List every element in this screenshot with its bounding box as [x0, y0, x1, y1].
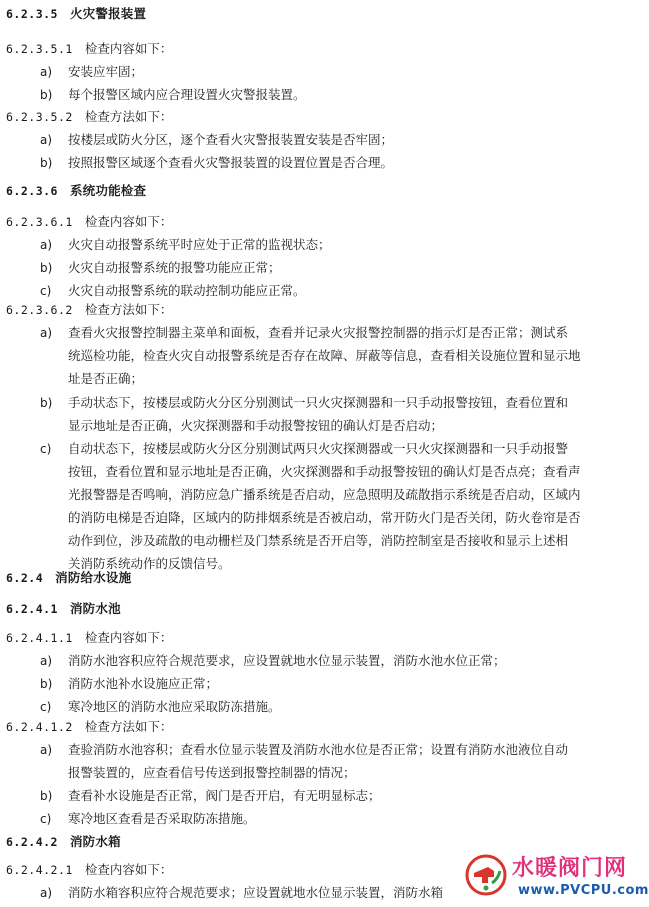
clause-number: 6.2.3.5.1: [6, 42, 73, 56]
watermark-title: 水暖阀门网: [512, 856, 628, 881]
clause-number: 6.2.3.5.2: [6, 110, 73, 124]
list-item: 消防水池补水设施应正常；: [68, 676, 219, 691]
clause-title: 检查方法如下：: [84, 302, 173, 317]
list-item-label: b): [40, 396, 53, 410]
list-item-label: c): [40, 442, 52, 456]
section-number: 6.2.3.6: [6, 184, 58, 198]
text-line: 查看火灾报警控制器主菜单和面板，查看并记录火灾报警控制器的指示灯是否正常；测试系: [68, 325, 569, 340]
text-line: 关消防系统动作的反馈信号。: [68, 556, 231, 571]
list-item: [68, 738, 628, 784]
list-item: 寒冷地区查看是否采取防冻措施。: [68, 811, 256, 826]
section-number: 6.2.3.5: [6, 7, 58, 21]
clause-title: 检查方法如下：: [84, 109, 173, 124]
section-title: 消防水池: [69, 601, 121, 616]
section-title: 火灾警报装置: [69, 6, 147, 21]
clause-number: 6.2.4.1.1: [6, 631, 73, 645]
section-heading-6235: [6, 6, 146, 22]
text-line: 显示地址是否正确，火灾探测器和手动报警按钮的确认灯是否启动；: [68, 418, 444, 433]
text-line: 手动状态下，按楼层或防火分区分别测试一只火灾探测器和一只手动报警按钮，查看位置和: [68, 395, 569, 410]
section-heading-6236: [6, 183, 146, 199]
clause-title: 检查内容如下：: [84, 862, 173, 877]
list-item: [68, 437, 628, 575]
list-item-label: b): [40, 88, 53, 102]
clause-62421: [6, 862, 172, 878]
text-line: 报警装置的，应查看信号传送到报警控制器的情况；: [68, 765, 356, 780]
clause-title: 检查内容如下：: [84, 214, 173, 229]
section-title: 消防水箱: [69, 834, 121, 849]
clause-title: 检查内容如下：: [84, 630, 173, 645]
text-line: 统巡检功能，检查火灾自动报警系统是否存在故障、屏蔽等信息，查看相关设施位置和显示地: [68, 348, 581, 363]
clause-number: 6.2.3.6.1: [6, 215, 73, 229]
list-item: 按楼层或防火分区，逐个查看火灾警报装置安装是否牢固；: [68, 132, 394, 147]
section-heading-624: [6, 570, 131, 586]
clause-62411: [6, 630, 172, 646]
clause-title: 检查方法如下：: [84, 719, 173, 734]
section-heading-6242: [6, 834, 121, 850]
list-item-label: c): [40, 812, 52, 826]
list-item-label: a): [40, 654, 53, 668]
list-item: [68, 321, 628, 390]
clause-62361: [6, 214, 172, 230]
section-title: 消防给水设施: [55, 570, 132, 585]
clause-number: 6.2.4.2.1: [6, 863, 73, 877]
text-line: 址是否正确；: [68, 371, 144, 386]
list-item-label: a): [40, 326, 53, 340]
clause-62362: [6, 302, 172, 318]
list-item-label: a): [40, 65, 53, 79]
clause-number: 6.2.3.6.2: [6, 303, 73, 317]
list-item: [68, 391, 628, 437]
list-item: 消防水箱容积应符合规范要求；应设置就地水位显示装置，消防水箱: [68, 885, 444, 900]
list-item-label: c): [40, 700, 52, 714]
faucet-logo-icon: [464, 853, 508, 897]
list-item-label: a): [40, 133, 53, 147]
list-item: 寒冷地区的消防水池应采取防冻措施。: [68, 699, 281, 714]
section-title: 系统功能检查: [69, 183, 147, 198]
list-item-label: a): [40, 238, 53, 252]
list-item: 火灾自动报警系统平时应处于正常的监视状态；: [68, 237, 331, 252]
clause-title: 检查内容如下：: [84, 41, 173, 56]
list-item-label: b): [40, 677, 53, 691]
clause-62352: [6, 109, 172, 125]
list-item-label: a): [40, 743, 53, 757]
clause-62351: [6, 41, 172, 57]
list-item: 消防水池容积应符合规范要求，应设置就地水位显示装置，消防水池水位正常；: [68, 653, 506, 668]
list-item-label: a): [40, 886, 53, 900]
clause-number: 6.2.4.1.2: [6, 720, 73, 734]
section-number: 6.2.4.2: [6, 835, 58, 849]
list-item: 按照报警区域逐个查看火灾警报装置的设置位置是否合理。: [68, 155, 394, 170]
text-line: 动作到位，涉及疏散的电动栅栏及门禁系统是否开启等，消防控制室是否接收和显示上述相: [68, 533, 569, 548]
watermark-url: www.PVCPU.com: [518, 883, 649, 898]
list-item-label: b): [40, 789, 53, 803]
text-line: 自动状态下，按楼层或防火分区分别测试两只火灾探测器或一只火灾探测器和一只手动报警: [68, 441, 569, 456]
text-line: 查验消防水池容积；查看水位显示装置及消防水池水位是否正常；设置有消防水池液位自动: [68, 742, 569, 757]
section-number: 6.2.4: [6, 571, 44, 585]
watermark: [462, 849, 649, 905]
list-item-label: b): [40, 156, 53, 170]
list-item-label: c): [40, 284, 52, 298]
section-heading-6241: [6, 601, 121, 617]
clause-62412: [6, 719, 172, 735]
list-item: 安装应牢固；: [68, 64, 144, 79]
text-line: 光报警器是否鸣响，消防应急广播系统是否启动，应急照明及疏散指示系统是否启动，区域内: [68, 487, 581, 502]
section-number: 6.2.4.1: [6, 602, 58, 616]
list-item: 每个报警区域内应合理设置火灾警报装置。: [68, 87, 306, 102]
text-line: 的消防电梯是否迫降，区域内的防排烟系统是否被启动，常开防火门是否关闭，防火卷帘是否: [68, 510, 581, 525]
list-item: 火灾自动报警系统的报警功能应正常；: [68, 260, 281, 275]
list-item-label: b): [40, 261, 53, 275]
list-item: 火灾自动报警系统的联动控制功能应正常。: [68, 283, 306, 298]
text-line: 按钮，查看位置和显示地址是否正确，火灾探测器和手动报警按钮的确认灯是否点亮；查看声: [68, 464, 581, 479]
list-item: 查看补水设施是否正常，阀门是否开启，有无明显标志；: [68, 788, 381, 803]
